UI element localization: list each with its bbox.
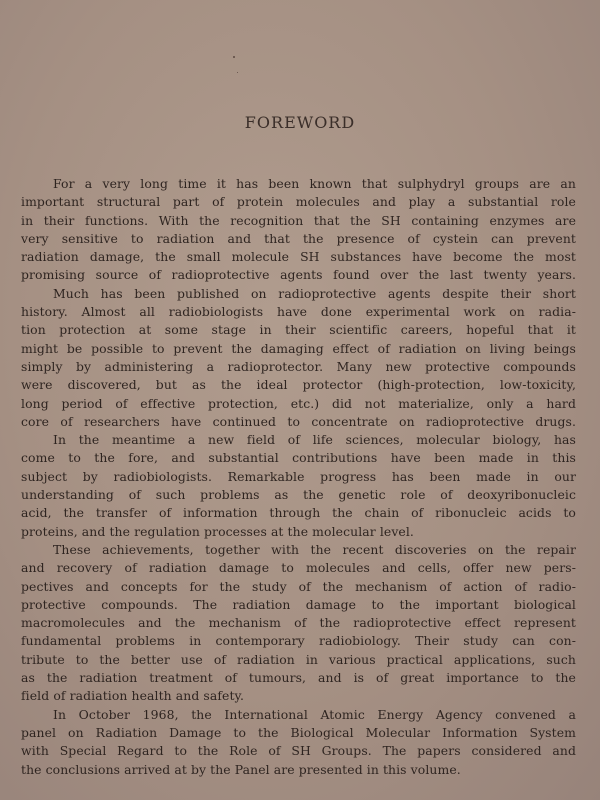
- text-line: long period of effective protection, etc.) did not materialize, only a hard: [21, 395, 576, 411]
- foreword-body: [21, 175, 576, 779]
- paragraph: [21, 706, 576, 779]
- paragraph: [21, 175, 576, 285]
- paper-speck: [237, 72, 238, 73]
- text-line: acid, the transfer of information through the chain of ribonucleic acids to: [21, 505, 576, 521]
- text-line: promising source of radioprotective agents found over the last twenty years.: [21, 267, 576, 283]
- text-line: the conclusions arrived at by the Panel are presented in this volume.: [21, 761, 461, 777]
- text-line: understanding of such problems as the genetic role of deoxyribonucleic: [21, 487, 576, 503]
- text-line: tion protection at some stage in their scientific careers, hopeful that it: [21, 322, 576, 338]
- text-line: protective compounds. The radiation damage to the important biological: [21, 596, 576, 612]
- text-line: core of researchers have continued to concentrate on radioprotective drugs.: [21, 413, 576, 429]
- text-line: simply by administering a radioprotector. Many new protective compounds: [21, 358, 576, 374]
- page-title: FOREWORD: [244, 113, 356, 132]
- text-line: come to the fore, and substantial contributions have been made in this: [21, 450, 576, 466]
- text-line: very sensitive to radiation and that the presence of cystein can prevent: [21, 230, 576, 246]
- text-line: panel on Radiation Damage to the Biological Molecular Information System: [21, 724, 576, 740]
- text-line: might be possible to prevent the damaging effect of radiation on living beings: [21, 340, 576, 356]
- text-line: tribute to the better use of radiation in various practical applications, such: [21, 651, 576, 667]
- text-line: fundamental problems in contemporary radiobiology. Their study can con-: [21, 633, 576, 649]
- text-line: history. Almost all radiobiologists have done experimental work on radia-: [21, 304, 576, 320]
- text-line: macromolecules and the mechanism of the radioprotective effect represent: [21, 615, 576, 631]
- text-line: radiation damage, the small molecule SH substances have become the most: [21, 249, 576, 265]
- text-line: proteins, and the regulation processes at the molecular level.: [21, 523, 414, 539]
- text-line: In October 1968, the International Atomic Energy Agency convened a: [53, 706, 576, 722]
- text-line: were discovered, but as the ideal protector (high-protection, low-toxicity,: [21, 377, 576, 393]
- text-line: These achievements, together with the recent discoveries on the repair: [53, 541, 576, 557]
- text-line: and recovery of radiation damage to molecules and cells, offer new pers-: [21, 560, 576, 576]
- text-line: with Special Regard to the Role of SH Groups. The papers considered and: [21, 743, 576, 759]
- text-line: In the meantime a new field of life sciences, molecular biology, has: [53, 432, 576, 448]
- text-line: For a very long time it has been known that sulphydryl groups are an: [53, 176, 576, 191]
- text-line: subject by radiobiologists. Remarkable progress has been made in our: [21, 468, 576, 484]
- paragraph: [21, 541, 576, 706]
- text-line: pectives and concepts for the study of the mechanism of action of radio-: [21, 578, 576, 594]
- text-line: field of radiation health and safety.: [21, 688, 245, 704]
- text-line: as the radiation treatment of tumours, and is of great importance to the: [21, 670, 576, 686]
- text-line: Much has been published on radioprotective agents despite their short: [53, 285, 576, 301]
- paragraph: [21, 431, 576, 541]
- paper-speck: [233, 56, 235, 58]
- paragraph: [21, 285, 576, 431]
- text-line: important structural part of protein molecules and play a substantial role: [21, 194, 576, 210]
- text-line: in their functions. With the recognition that the SH containing enzymes are: [21, 212, 576, 228]
